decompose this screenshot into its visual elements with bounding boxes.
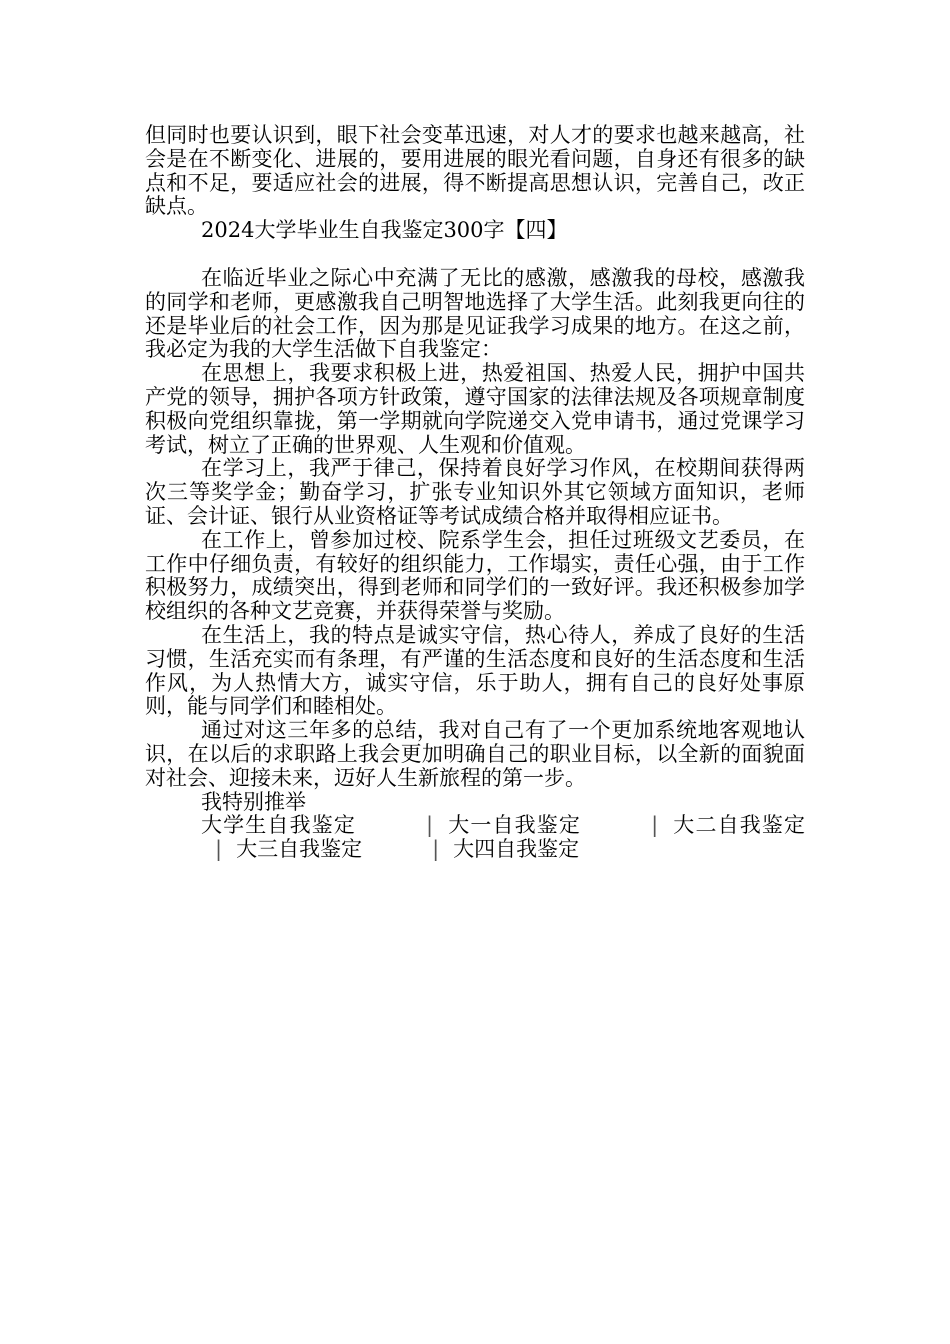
link-separator: |: [215, 837, 223, 862]
link-senior-self-assessment[interactable]: 大四自我鉴定: [453, 837, 580, 862]
paragraph-opening: 在临近毕业之际心中充满了无比的感激，感激我的母校，感激我的同学和老师，更感激我自己明智地选择了大学生活。此刻我更向往的还是毕业后的社会工作，因为那是见证我学习成果的地方。在这之前，我必定为我的大学生活做下自我鉴定：: [145, 265, 805, 362]
link-freshman-self-assessment[interactable]: 大一自我鉴定: [447, 813, 582, 838]
blank-line: [145, 243, 805, 267]
paragraph-life: 在生活上，我的特点是诚实守信，热心待人，养成了良好的生活习惯，生活充实而有条理，有严谨的生活态度和良好的生活态度和生活作风，为人热情大方，诚实守信，乐于助人，拥有自己的良好处事原则，能与同学们和睦相处。: [145, 622, 805, 719]
link-separator: |: [426, 813, 434, 838]
link-sophomore-self-assessment[interactable]: 大二自我鉴定: [672, 813, 806, 838]
recommend-links: [145, 814, 805, 862]
document-page: [145, 124, 805, 862]
recommend-label: 我特别推举: [201, 789, 306, 814]
paragraph-study: 在学习上，我严于律己，保持着良好学习作风，在校期间获得两次三等奖学金；勤奋学习，扩张专业知识外其它领域方面知识，老师证、会计证、银行从业资格证等考试成绩合格并取得相应证书。: [145, 456, 805, 528]
link-junior-self-assessment[interactable]: 大三自我鉴定: [236, 837, 363, 862]
paragraph-summary: 通过对这三年多的总结，我对自己有了一个更加系统地客观地认识，在以后的求职路上我会更加明确自己的职业目标，以全新的面貌面对社会、迎接未来，迈好人生新旅程的第一步。: [145, 718, 805, 790]
link-separator: |: [432, 837, 440, 862]
section-heading: 2024大学毕业生自我鉴定300字【四】: [201, 218, 568, 243]
link-college-self-assessment[interactable]: 大学生自我鉴定: [201, 813, 356, 838]
paragraph-work: 在工作上，曾参加过校、院系学生会，担任过班级文艺委员，在工作中仔细负责，有较好的组织能力，工作塌实，责任心强，由于工作积极努力，成绩突出，得到老师和同学们的一致好评。我还积极参加学校组织的各种文艺竞赛，并获得荣誉与奖励。: [145, 527, 805, 624]
paragraph-ideology: 在思想上，我要求积极上进，热爱祖国、热爱人民，拥护中国共产党的领导，拥护各项方针政策，遵守国家的法律法规及各项规章制度积极向党组织靠拢，第一学期就向学院递交入党申请书，通过党课学习考试，树立了正确的世界观、人生观和价值观。: [145, 361, 805, 457]
intro-paragraph: 但同时也要认识到，眼下社会变革迅速，对人才的要求也越来越高，社会是在不断变化、进展的，要用进展的眼光看问题，自身还有很多的缺点和不足，要适应社会的进展，得不断提高思想认识，完善自己，改正缺点。: [145, 123, 805, 219]
link-separator: |: [651, 813, 659, 838]
